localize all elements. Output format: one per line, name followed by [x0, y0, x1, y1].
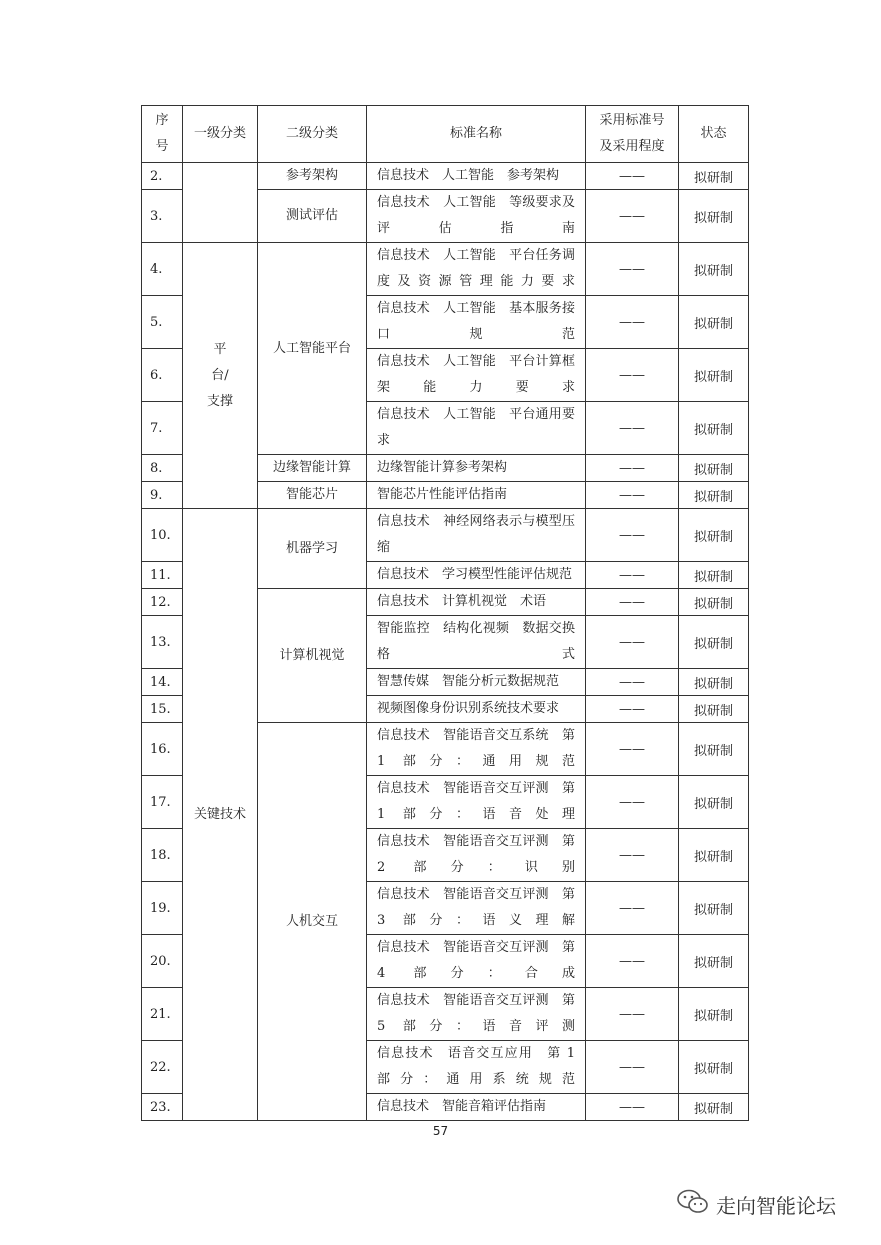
row-name: 智能监控 结构化视频 数据交换格式: [367, 616, 586, 669]
cat2-cell: 人工智能平台: [258, 243, 367, 455]
row-status: 拟研制: [679, 696, 749, 723]
row-seq: 16.: [142, 723, 183, 776]
row-name: 信息技术 智能语音交互评测 第 3 部分：语义理解: [367, 882, 586, 935]
wechat-icon: [676, 1188, 710, 1221]
table-header-row: [142, 106, 749, 163]
cat2-cell: 边缘智能计算: [258, 455, 367, 482]
row-name: 信息技术 语音交互应用 第 1 部分：通用系统规范: [367, 1041, 586, 1094]
row-name: 信息技术 智能语音交互评测 第 5 部分：语音评测: [367, 988, 586, 1041]
row-adopt: ——: [586, 723, 679, 776]
row-adopt: ——: [586, 935, 679, 988]
header-cat1: 一级分类: [183, 106, 258, 163]
row-status: 拟研制: [679, 776, 749, 829]
row-status: 拟研制: [679, 243, 749, 296]
row-seq: 22.: [142, 1041, 183, 1094]
row-seq: 10.: [142, 509, 183, 562]
row-adopt: ——: [586, 296, 679, 349]
row-name: 信息技术 人工智能 平台任务调度及资源管理能力要求: [367, 243, 586, 296]
row-status: 拟研制: [679, 402, 749, 455]
row-seq: 5.: [142, 296, 183, 349]
cat2-cell: 智能芯片: [258, 482, 367, 509]
row-name: 信息技术 人工智能 基本服务接口规范: [367, 296, 586, 349]
row-name: 信息技术 计算机视觉 术语: [367, 589, 586, 616]
row-status: 拟研制: [679, 562, 749, 589]
header-name: 标准名称: [367, 106, 586, 163]
row-name: 信息技术 学习模型性能评估规范: [367, 562, 586, 589]
row-adopt: ——: [586, 455, 679, 482]
row-adopt: ——: [586, 509, 679, 562]
cat2-cell: 计算机视觉: [258, 589, 367, 723]
row-seq: 13.: [142, 616, 183, 669]
row-status: 拟研制: [679, 190, 749, 243]
row-seq: 14.: [142, 669, 183, 696]
row-name: 信息技术 人工智能 参考架构: [367, 163, 586, 190]
page-number: 57: [432, 1124, 449, 1138]
row-seq: 19.: [142, 882, 183, 935]
row-status: 拟研制: [679, 589, 749, 616]
row-adopt: ——: [586, 882, 679, 935]
row-status: 拟研制: [679, 482, 749, 509]
row-name: 视频图像身份识别系统技术要求: [367, 696, 586, 723]
row-name: 信息技术 人工智能 等级要求及评估指南: [367, 190, 586, 243]
row-name: 智能芯片性能评估指南: [367, 482, 586, 509]
cat2-cell: 测试评估: [258, 190, 367, 243]
row-name: 信息技术 智能语音交互系统 第 1 部分：通用规范: [367, 723, 586, 776]
cat1-cell: 关键技术: [183, 509, 258, 1121]
row-adopt: ——: [586, 562, 679, 589]
row-status: 拟研制: [679, 1041, 749, 1094]
row-adopt: ——: [586, 829, 679, 882]
row-status: 拟研制: [679, 455, 749, 482]
header-status: 状态: [679, 106, 749, 163]
row-adopt: ——: [586, 482, 679, 509]
watermark-text: 走向智能论坛: [716, 1194, 836, 1218]
row-seq: 2.: [142, 163, 183, 190]
row-status: 拟研制: [679, 669, 749, 696]
row-seq: 9.: [142, 482, 183, 509]
row-name: 信息技术 智能语音交互评测 第 2 部分：识别: [367, 829, 586, 882]
header-seq: 序号: [142, 106, 183, 163]
cat2-cell: 参考架构: [258, 163, 367, 190]
row-adopt: ——: [586, 696, 679, 723]
row-seq: 12.: [142, 589, 183, 616]
row-seq: 17.: [142, 776, 183, 829]
table-row: [142, 509, 749, 562]
row-adopt: ——: [586, 243, 679, 296]
row-adopt: ——: [586, 776, 679, 829]
row-seq: 21.: [142, 988, 183, 1041]
row-status: 拟研制: [679, 509, 749, 562]
row-status: 拟研制: [679, 723, 749, 776]
row-seq: 20.: [142, 935, 183, 988]
row-name: 信息技术 智能语音交互评测 第 4 部分：合成: [367, 935, 586, 988]
watermark: [676, 1188, 836, 1221]
header-cat2: 二级分类: [258, 106, 367, 163]
row-adopt: ——: [586, 349, 679, 402]
row-seq: 6.: [142, 349, 183, 402]
cat2-cell: 机器学习: [258, 509, 367, 589]
row-status: 拟研制: [679, 1094, 749, 1121]
row-adopt: ——: [586, 1041, 679, 1094]
standards-table: [141, 105, 749, 1121]
row-seq: 8.: [142, 455, 183, 482]
row-status: 拟研制: [679, 163, 749, 190]
row-seq: 15.: [142, 696, 183, 723]
row-adopt: ——: [586, 1094, 679, 1121]
row-status: 拟研制: [679, 935, 749, 988]
row-seq: 3.: [142, 190, 183, 243]
row-seq: 11.: [142, 562, 183, 589]
row-status: 拟研制: [679, 829, 749, 882]
row-status: 拟研制: [679, 616, 749, 669]
row-seq: 7.: [142, 402, 183, 455]
row-status: 拟研制: [679, 349, 749, 402]
row-seq: 4.: [142, 243, 183, 296]
cat2-cell: 人机交互: [258, 723, 367, 1121]
table-row: [142, 163, 749, 190]
row-name: 信息技术 智能语音交互评测 第 1 部分：语音处理: [367, 776, 586, 829]
row-name: 信息技术 人工智能 平台计算框架能力要求: [367, 349, 586, 402]
cat1-blank-cell: [183, 163, 258, 243]
row-status: 拟研制: [679, 988, 749, 1041]
row-adopt: ——: [586, 402, 679, 455]
row-adopt: ——: [586, 616, 679, 669]
row-seq: 18.: [142, 829, 183, 882]
header-adopt: 采用标准号及采用程度: [586, 106, 679, 163]
table-row: [142, 243, 749, 296]
row-name: 信息技术 智能音箱评估指南: [367, 1094, 586, 1121]
row-name: 信息技术 人工智能 平台通用要求: [367, 402, 586, 455]
row-status: 拟研制: [679, 882, 749, 935]
cat1-cell: 平台/支撑: [183, 243, 258, 509]
row-name: 边缘智能计算参考架构: [367, 455, 586, 482]
row-name: 信息技术 神经网络表示与模型压缩: [367, 509, 586, 562]
row-adopt: ——: [586, 163, 679, 190]
row-seq: 23.: [142, 1094, 183, 1121]
row-adopt: ——: [586, 669, 679, 696]
row-status: 拟研制: [679, 296, 749, 349]
row-adopt: ——: [586, 190, 679, 243]
row-adopt: ——: [586, 589, 679, 616]
row-name: 智慧传媒 智能分析元数据规范: [367, 669, 586, 696]
row-adopt: ——: [586, 988, 679, 1041]
